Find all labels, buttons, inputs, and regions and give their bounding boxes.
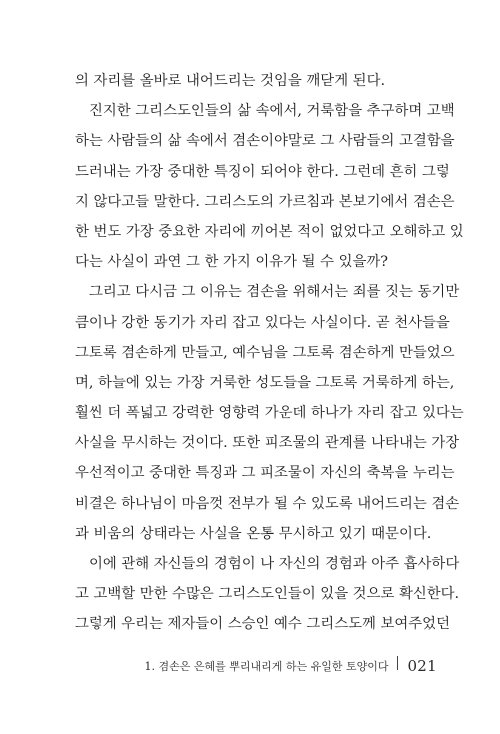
paragraph-line: 그토록 겸손하게 만들고, 예수님을 그토록 겸손하게 만들었으 bbox=[75, 344, 455, 361]
paragraph-line: 고 고백할 만한 수많은 그리스도인들이 있을 것으로 확신한다. bbox=[75, 586, 460, 603]
page-number: 021 bbox=[407, 657, 437, 675]
paragraph-line: 하는 사람들의 삶 속에서 겸손이야말로 그 사람들의 고결함을 bbox=[75, 133, 455, 150]
paragraph-line: 사실을 무시하는 것이다. 또한 피조물의 관계를 나타내는 가장 bbox=[75, 435, 460, 452]
paragraph-line: 우선적이고 중대한 특징과 그 피조물이 자신의 축복을 누리는 bbox=[75, 465, 455, 482]
paragraph-line: 한 번도 가장 중요한 자리에 끼어본 적이 없었다고 오해하고 있 bbox=[75, 223, 464, 240]
paragraph-line: 과 비움의 상태라는 사실을 온통 무시하고 있기 때문이다. bbox=[75, 525, 432, 542]
paragraph-line: 지 않다고들 말한다. 그리스도의 가르침과 본보기에서 겸손은 bbox=[75, 193, 455, 210]
paragraph-line: 큼이나 강한 동기가 자리 잡고 있다는 사실이다. 곧 천사들을 bbox=[75, 314, 450, 331]
paragraph-line: 드러내는 가장 중대한 특징이 되어야 한다. 그런데 흔히 그렇 bbox=[75, 163, 450, 180]
footer-divider bbox=[397, 656, 398, 670]
paragraph-line: 다는 사실이 과연 그 한 가지 이유가 될 수 있을까? bbox=[75, 254, 389, 271]
paragraph-line: 그렇게 우리는 제자들이 스승인 예수 그리스도께 보여주었던 bbox=[75, 616, 450, 633]
paragraph-line: 의 자리를 올바로 내어드리는 것임을 깨닫게 된다. bbox=[75, 73, 386, 89]
body-text bbox=[75, 66, 464, 640]
paragraph-line: 며, 하늘에 있는 가장 거룩한 성도들을 그토록 거룩하게 하는, bbox=[75, 374, 455, 391]
paragraph-line: 진지한 그리스도인들의 삶 속에서, 거룩함을 추구하며 고백 bbox=[89, 103, 455, 120]
paragraph-line: 그리고 다시금 그 이유는 겸손을 위해서는 죄를 짓는 동기만 bbox=[89, 284, 460, 301]
page-footer bbox=[0, 651, 437, 681]
paragraph-line: 이에 관해 자신들의 경험이 나 자신의 경험과 아주 흡사하다 bbox=[89, 556, 460, 572]
running-chapter-title: 1. 겸손은 은혜를 뿌리내리게 하는 유일한 토양이다 bbox=[144, 660, 389, 673]
paragraph-line: 비결은 하나님이 마음껏 전부가 될 수 있도록 내어드리는 겸손 bbox=[75, 495, 460, 512]
paragraph-line: 훨씬 더 폭넓고 강력한 영향력 가운데 하나가 자리 잡고 있다는 bbox=[75, 405, 464, 422]
